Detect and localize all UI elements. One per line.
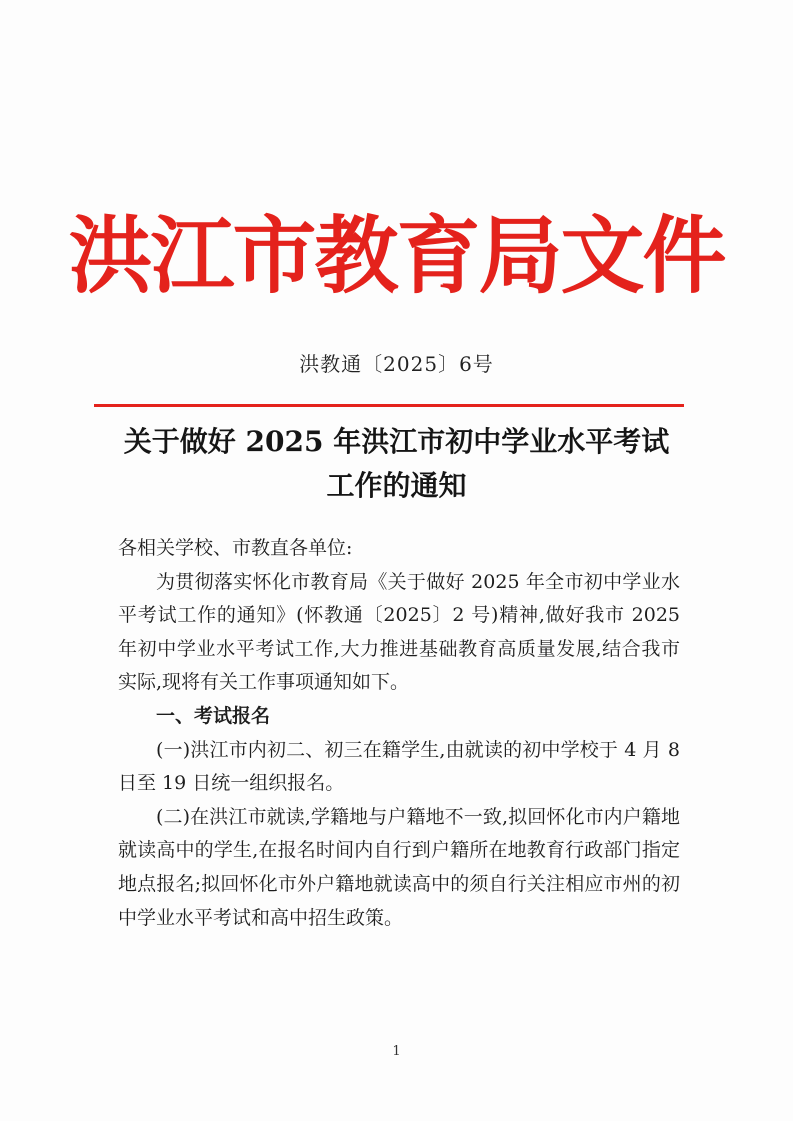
salutation: 各相关学校、市教直各单位: <box>118 537 353 559</box>
page-number: 1 <box>392 1044 401 1059</box>
document-title <box>60 420 733 508</box>
section-heading-registration: 一、考试报名 <box>156 704 271 727</box>
document-title-line-2: 工作的通知 <box>326 469 467 502</box>
document-title-line-1: 关于做好 2025 年洪江市初中学业水平考试 <box>123 425 670 458</box>
document-number: 洪教通〔2025〕6号 <box>299 352 494 376</box>
red-divider-line <box>94 404 684 407</box>
intro-paragraph: 为贯彻落实怀化市教育局《关于做好 2025 年全市初中学业水平考试工作的通知》(怀教通〔2025〕2 号)精神,做好我市 2025 年初中学业水平考试工作,大力推进基础教育高质量发展,结合我市实际,现将有关工作事项通知如下。 <box>118 570 680 694</box>
document-masthead: 洪江市教育局文件 <box>68 206 725 305</box>
item-paragraph-2: (二)在洪江市就读,学籍地与户籍地不一致,拟回怀化市内户籍地就读高中的学生,在报名时间内自行到户籍所在地教育行政部门指定地点报名;拟回怀化市外户籍地就读高中的须自行关注相应市州的初中学业水平考试和高中招生政策。 <box>118 805 680 929</box>
document-body <box>118 532 680 935</box>
item-paragraph-1: (一)洪江市内初二、初三在籍学生,由就读的初中学校于 4 月 8 日至 19 日统一组织报名。 <box>118 738 680 795</box>
